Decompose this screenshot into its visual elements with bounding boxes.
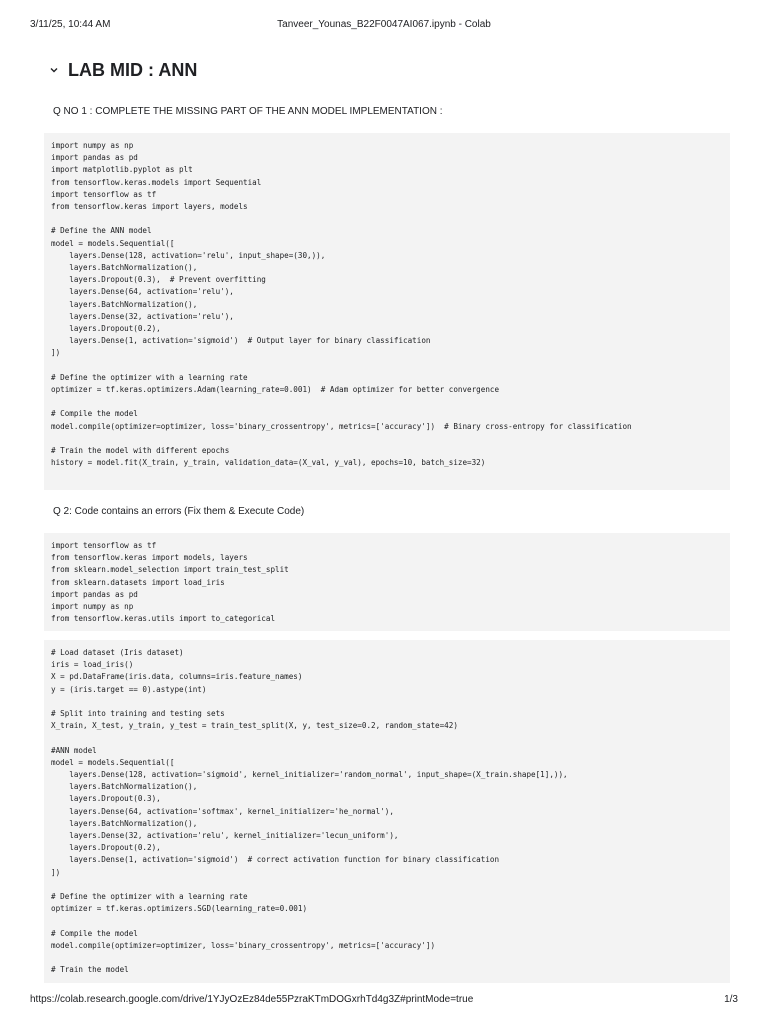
chevron-down-icon[interactable] [47,63,61,77]
q2-imports-code: import tensorflow as tf from tensorflow.keras import models, layers from sklearn.model_selection import train_test_split from sklearn.datasets import load_iris import pandas as pd import numpy as np from tensorflow.keras.utils import to_categorical [51,541,289,624]
q2-main-code-cell[interactable] [44,640,730,983]
print-footer [0,990,768,1010]
page-number: 1/3 [724,994,738,1005]
q2-main-code: # Load dataset (Iris dataset) iris = load_iris() X = pd.DataFrame(iris.data, columns=iris.feature_names) y = (iris.target == 0).astype(int) # Split into training and testing sets X_train, X_test, y_train, y_test = train_test_split(X, y, test_size=0.2, random_state=42) #ANN model model = models.Sequential([ layers.Dense(128, activation='sigmoid', kernel_initializer='random_normal', input_shape=(X_train.shape[1],)), layers.BatchNormalization(), layers.Dropout(0.3), layers.Dense(64, activation='softmax', kernel_initializer='he_normal'), layers.BatchNormalization(), layers.Dense(32, activation='relu', kernel_initializer='lecun_uniform'), layers.Dropout(0.2), layers.Dense(1, activation='sigmoid') # correct activation function for binary classification ]) # Define the optimizer with a learning rate optimizer = tf.keras.optimizers.SGD(learning_rate=0.001) # Compile the model model.compile(optimizer=optimizer, loss='binary_crossentropy', metrics=['accuracy']) # Train the model [51,648,568,975]
section-header [47,58,197,82]
print-url: https://colab.research.google.com/drive/1YJyOzEz84de55PzraKTmDOGxrhTd4g3Z#printMode=true [30,994,474,1005]
q1-text-cell: Q NO 1 : COMPLETE THE MISSING PART OF THE ANN MODEL IMPLEMENTATION : [53,106,443,117]
print-header [0,0,768,40]
q1-code: import numpy as np import pandas as pd import matplotlib.pyplot as plt from tensorflow.keras.models import Sequential import tensorflow as tf from tensorflow.keras import layers, models # Define the ANN model model = models.Sequential([ layers.Dense(128, activation='relu', input_shape=(30,)), layers.BatchNormalization(), layers.Dropout(0.3), # Prevent overfitting layers.Dense(64, activation='relu'), layers.BatchNormalization(), layers.Dense(32, activation='relu'), layers.Dropout(0.2), layers.Dense(1, activation='sigmoid') # Output layer for binary classification ]) # Define the optimizer with a learning rate optimizer = tf.keras.optimizers.Adam(learning_rate=0.001) # Adam optimizer for better convergence # Compile the model model.compile(optimizer=optimizer, loss='binary_crossentropy', metrics=['accuracy']) # Binary cross-entropy for classification # Train the model with different epochs history = model.fit(X_train, y_train, validation_data=(X_val, y_val), epochs=10, batch_size=32) [51,141,632,468]
section-title: LAB MID : ANN [68,59,198,80]
q2-imports-code-cell[interactable] [44,533,730,631]
notebook-title: Tanveer_Younas_B22F0047AI067.ipynb - Colab [277,19,491,30]
q2-text-cell: Q 2: Code contains an errors (Fix them & Execute Code) [53,506,305,517]
print-datetime: 3/11/25, 10:44 AM [30,19,111,30]
q1-code-cell[interactable] [44,133,730,490]
